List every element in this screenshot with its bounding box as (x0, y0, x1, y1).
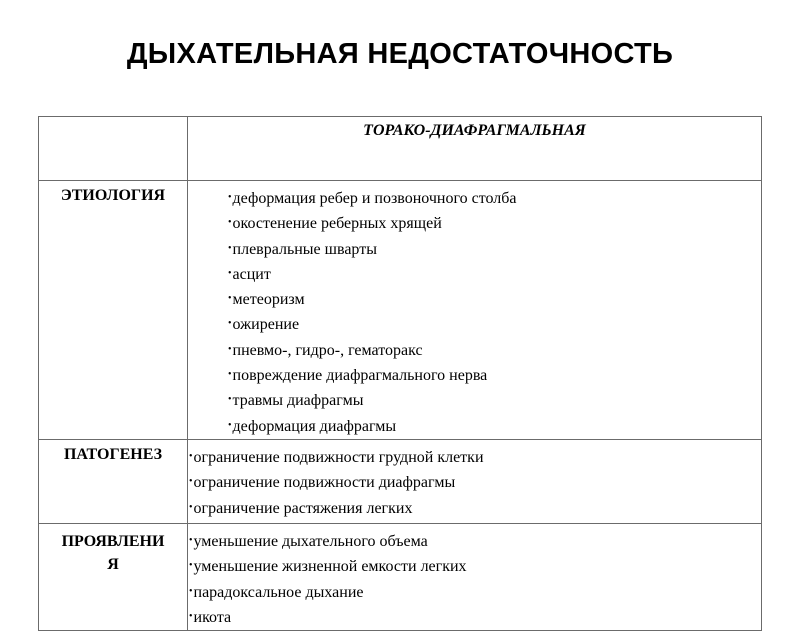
list-item: • плевральные шварты (228, 237, 761, 262)
list-item: • метеоризм (228, 287, 761, 312)
page-title: ДЫХАТЕЛЬНАЯ НЕДОСТАТОЧНОСТЬ (126, 38, 674, 70)
row-label-pathogenesis: ПАТОГЕНЕЗ (39, 439, 188, 523)
list-item: • пневмо-, гидро-, гематоракс (228, 338, 761, 363)
list-item: • парадоксальное дыхание (189, 580, 761, 605)
column-header: ТОРАКО-ДИАФРАГМАЛЬНАЯ (188, 117, 762, 181)
pathogenesis-cell (188, 439, 762, 523)
row-label-line: Я (107, 555, 119, 573)
list-item: • уменьшение жизненной емкости легких (189, 554, 761, 579)
list-item: • деформация диафрагмы (228, 414, 761, 439)
list-item: • асцит (228, 262, 761, 287)
table-row-pathogenesis (39, 439, 762, 523)
table-row-manifestations (39, 523, 762, 630)
manifestations-list (188, 524, 761, 630)
pathogenesis-list (188, 440, 761, 521)
respiratory-failure-table (38, 116, 762, 631)
list-item: • ограничение подвижности грудной клетки (189, 445, 761, 470)
header-empty-cell (39, 117, 188, 181)
list-item: • ожирение (228, 312, 761, 337)
list-item: • повреждение диафрагмального нерва (228, 363, 761, 388)
etiology-list (188, 181, 761, 439)
list-item: • ограничение растяжения легких (189, 496, 761, 521)
manifestations-cell (188, 523, 762, 630)
row-label-manifestations (39, 523, 188, 630)
etiology-cell (188, 181, 762, 440)
list-item: • уменьшение дыхательного объема (189, 529, 761, 554)
list-item: • деформация ребер и позвоночного столба (228, 186, 761, 211)
table-header-row (39, 117, 762, 181)
list-item: • икота (189, 605, 761, 630)
row-label-line: ПРОЯВЛЕНИ (61, 532, 165, 550)
list-item: • ограничение подвижности диафрагмы (189, 470, 761, 495)
row-label-etiology: ЭТИОЛОГИЯ (39, 181, 188, 440)
list-item: • окостенение реберных хрящей (228, 211, 761, 236)
table-row-etiology (39, 181, 762, 440)
list-item: • травмы диафрагмы (228, 388, 761, 413)
